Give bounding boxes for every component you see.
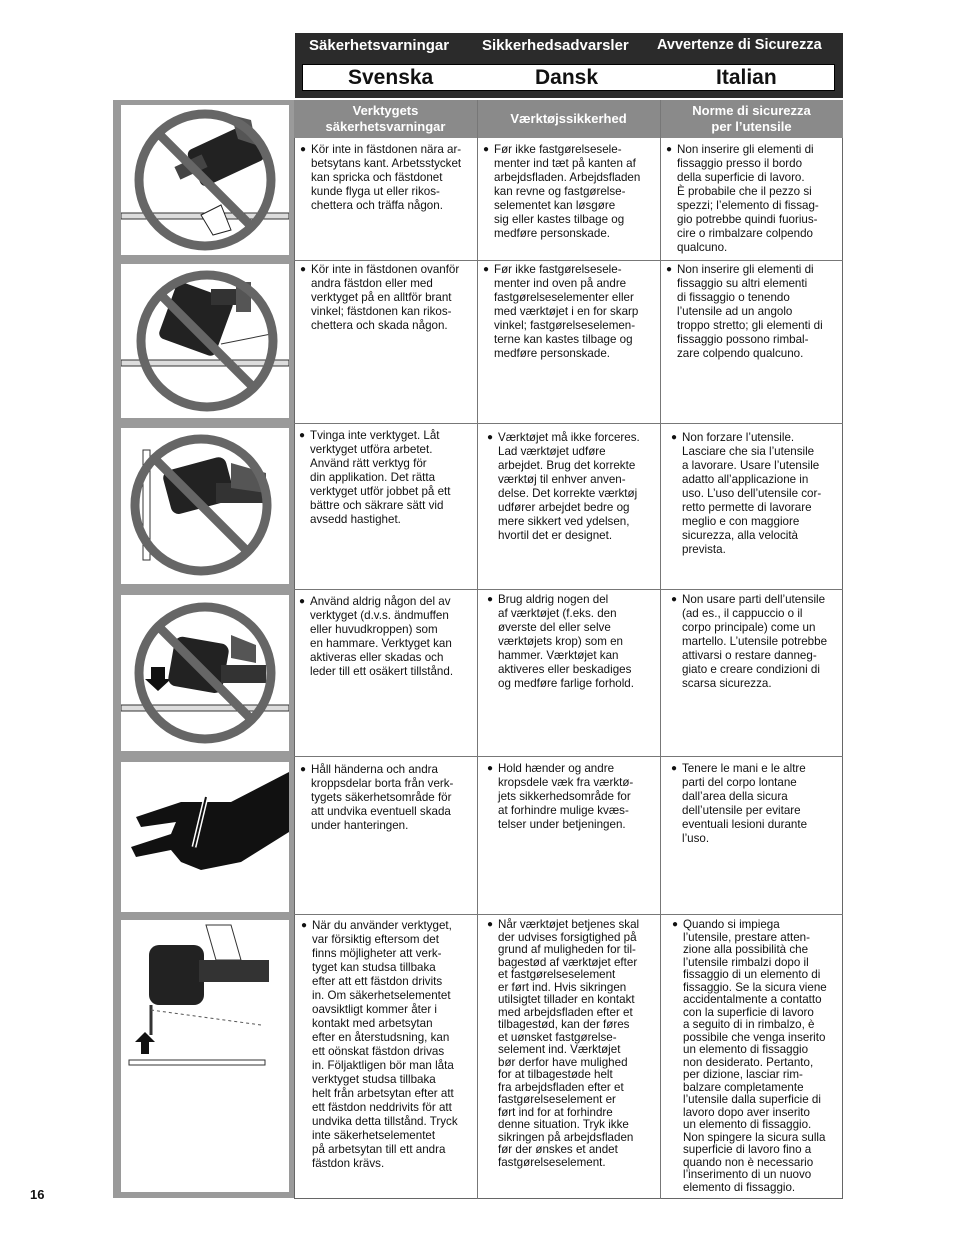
warning-text: Non inserire gli elementi di fissaggio su altri elementi di fissaggio o tenendo l’utensile ad un angolo troppo stretto; gli elementi di fissaggio possono rimbal- zare colpendo qualcuno.	[677, 263, 823, 360]
bullet-icon: ●	[299, 596, 306, 607]
illustration-row-1	[121, 105, 289, 255]
illustration-row-4	[121, 595, 289, 751]
page-header	[295, 33, 843, 98]
warning-text: Quando si impiega l’utensile, prestare atten- zione alla possibilità che l’utensile rimbalzi dopo il fissaggio di un elemento di fissaggio. Se la sicura viene accidentalmente a contatto con la superficie di lavoro a seguito di in rimbalzo, è possibile che venga inserito un elemento di fissaggio non desiderato. Pertanto, per dizione, lasciar rim- balzare completamente l’utensile dalla superficie di lavoro dopo aver inserito un elemento di fissaggio. Non spingere la sicura sulla superficie di lavoro fino a quando non è necessario l’inserimento di un nuovo elemento di fissaggio.	[683, 918, 827, 1194]
bullet-icon: ●	[300, 764, 307, 775]
warning-text: Non inserire gli elementi di fissaggio presso il bordo della superficie di lavoro. È probabile che il pezzo si spezzi; l’elemento di fissag- gio potrebbe quindi fuorius- cire o rimbalzare colpendo qualcuno.	[677, 143, 819, 254]
section-title-italian: Avvertenze di Sicurezza	[657, 37, 822, 53]
warning-text: När du använder verktyget, var försiktig eftersom det finns möjligheter att verk- tyget kan studsa tillbaka efter att ett fästdon drivits in. Om säkerhetselementet oavsiktligt kommer åter i kontakt med arbetsytan efter en återstudsning, kan ett oönskat fästdon drivas in. Följaktligen bör man låta verktyget studsa tillbaka helt från arbetsytan efter att ett fästdon neddrivits för att undvika detta tillstånd. Tryck inte säkerhetselementet på arbetsytan till ett andra fästdon krävs.	[312, 919, 458, 1170]
row-divider	[294, 260, 843, 261]
row-2-swedish	[300, 263, 460, 333]
illustration-row-2	[121, 264, 289, 418]
prohibited-nail-near-edge-icon	[121, 105, 289, 255]
bullet-icon: ●	[487, 594, 494, 605]
warning-text: Använd aldrig någon del av verktyget (d.v.s. ändmuffen eller huvudkroppen) som en hammare. Verktyget kan aktiveras eller skadas och leder till ett osäkert tillstånd.	[310, 595, 454, 678]
bullet-icon: ●	[301, 920, 308, 931]
row-divider	[294, 589, 843, 590]
bullet-icon: ●	[666, 264, 673, 275]
page-number: 16	[30, 1187, 45, 1202]
row-6-italian	[672, 918, 827, 1194]
column-divider	[660, 100, 661, 1199]
warning-text: Tenere le mani e le altre parti del corpo lontane dall’area della sicura dell’utensile per evitare eventuali lesioni durante l’uso.	[682, 762, 808, 845]
row-divider	[294, 423, 843, 424]
row-3-danish	[487, 431, 640, 543]
warning-text: Non forzare l’utensile. Lasciare che sia l’utensile a lavorare. Usare l’utensile adatto all’applicazione in uso. L’uso dell’utensile cor- retto permette di lavorare meglio e con maggiore sicurezza, alla velocità prevista.	[682, 431, 822, 556]
language-bar	[302, 64, 835, 91]
row-1-danish	[483, 143, 641, 241]
warning-text: Hold hænder og andre kropsdele væk fra værktø- jets sikkerhedsområde for at forhindre mulige kvæs- telser under betjeningen.	[498, 762, 634, 831]
bullet-icon: ●	[671, 763, 678, 774]
bullet-icon: ●	[671, 432, 678, 443]
warning-text: Non usare parti dell’utensile (ad es., il cappuccio o il corpo principale) come un martello. L’utensile potrebbe attivarsi o restare danneg- giato e creare condizioni di scarsa sicurezza.	[682, 593, 828, 690]
row-4-italian	[671, 593, 828, 691]
warning-text: Kör inte in fästdonen nära ar- betsytans kant. Arbetsstycket kan spricka och fästdonet kunde flyga ut eller rikos- chettera och träffa någon.	[311, 143, 462, 212]
illustration-row-5	[121, 762, 289, 912]
row-divider	[294, 914, 843, 915]
language-italian: Italian	[716, 66, 777, 89]
illustration-row-6	[121, 920, 289, 1192]
bullet-icon: ●	[666, 144, 673, 155]
bullet-icon: ●	[299, 430, 306, 441]
row-3-italian	[671, 431, 822, 557]
illustration-row-3	[121, 428, 289, 584]
bullet-icon: ●	[487, 763, 494, 774]
bullet-icon: ●	[483, 144, 490, 155]
warning-text: Når værktøjet betjenes skal der udvises forsigtighed på grund af muligheden for til- bagestød af værktøjet efter et fastgørelseselement er ført ind. Hvis sikringen utilsigtet tillader en kontakt med arbejdsfladen efter et tilbagestød, kan der føres et uønsket fastgørelse- selement ind. Værktøjet bør derfor have mulighed for at tilbagestøde helt fra arbejdsfladen efter et fastgørelseselement er ført ind for at forhindre denne situation. Tryk ikke sikringen på arbejdsfladen før der ønskes et andet fastgørelseselement.	[498, 918, 640, 1169]
bullet-icon: ●	[487, 432, 494, 443]
prohibited-hammer-use-icon	[121, 595, 289, 751]
bullet-icon: ●	[483, 264, 490, 275]
row-1-italian	[666, 143, 819, 255]
language-swedish: Svenska	[348, 66, 434, 89]
warning-text: Kör inte in fästdonen ovanför andra fästdon eller med verktyget på en alltför brant vinkel; fästdonen kan rikos- chettera och skada någon.	[311, 263, 460, 332]
column-divider	[477, 100, 478, 1199]
warning-text: Brug aldrig nogen del af værktøjet (f.eks. den øverste del eller selve værktøjets krop) som en hammer. Værktøjet kan aktiveres eller beskadiges og medføre farlige forhold.	[498, 593, 634, 690]
section-title-danish: Sikkerhedsadvarsler	[482, 36, 629, 54]
warning-text: Tvinga inte verktyget. Låt verktyget utföra arbetet. Använd rätt verktyg för din applikation. Det rätta verktyget utför jobbet på ett bättre och säkrare sätt vid avsedd hastighet.	[310, 429, 451, 526]
prohibited-force-tool-icon	[121, 428, 289, 584]
language-danish: Dansk	[535, 66, 599, 89]
hand-nail-hazard-icon	[121, 762, 289, 912]
row-6-danish	[487, 918, 640, 1169]
row-5-italian	[671, 762, 808, 846]
section-title-swedish: Säkerhetsvarningar	[309, 36, 450, 54]
row-2-danish	[483, 263, 639, 361]
row-6-swedish	[301, 919, 458, 1171]
warning-text: Håll händerna och andra kroppsdelar borta från verk- tygets säkerhetsområde för att undvika eventuell skada under hanteringen.	[311, 763, 454, 832]
tool-recoil-icon	[121, 920, 289, 1192]
row-1-swedish	[300, 143, 462, 213]
row-4-danish	[487, 593, 634, 691]
warning-text: Før ikke fastgørelsesele- menter ind tæt på kanten af arbejdsfladen. Arbejdsfladen kan revne og fastgørelse- selementet kan løsgøre sig eller kastes tilbage og medføre personskade.	[494, 143, 641, 240]
column-header-danish: Værktøjssikkerhed	[477, 100, 660, 138]
row-3-swedish	[299, 429, 451, 527]
row-divider	[294, 756, 843, 757]
bullet-icon: ●	[300, 144, 307, 155]
bullet-icon: ●	[672, 919, 679, 930]
bullet-icon: ●	[671, 594, 678, 605]
warning-text: Værktøjet må ikke forceres. Lad værktøjet udføre arbejdet. Brug det korrekte værktøj til enhver anven- delse. Det korrekte værktøj udfører arbejdet bedre og mere sikkert ved ydelsen, hvortil det er designet.	[498, 431, 640, 542]
bullet-icon: ●	[487, 919, 494, 930]
row-5-danish	[487, 762, 634, 832]
section-titles	[295, 33, 843, 57]
bullet-icon: ●	[300, 264, 307, 275]
prohibited-nail-over-nail-icon	[121, 264, 289, 418]
warning-text: Før ikke fastgørelsesele- menter ind oven på andre fastgørelseselementer eller med værktøjet i en for skarp vinkel; fastgørelseselemen- terne kan kastes tilbage og medføre personskade.	[494, 263, 639, 360]
column-header-swedish: Verktygets säkerhetsvarningar	[294, 100, 477, 138]
row-2-italian	[666, 263, 823, 361]
row-4-swedish	[299, 595, 454, 679]
row-5-swedish	[300, 763, 454, 833]
column-header-italian: Norme di sicurezza per l’utensile	[660, 100, 843, 138]
